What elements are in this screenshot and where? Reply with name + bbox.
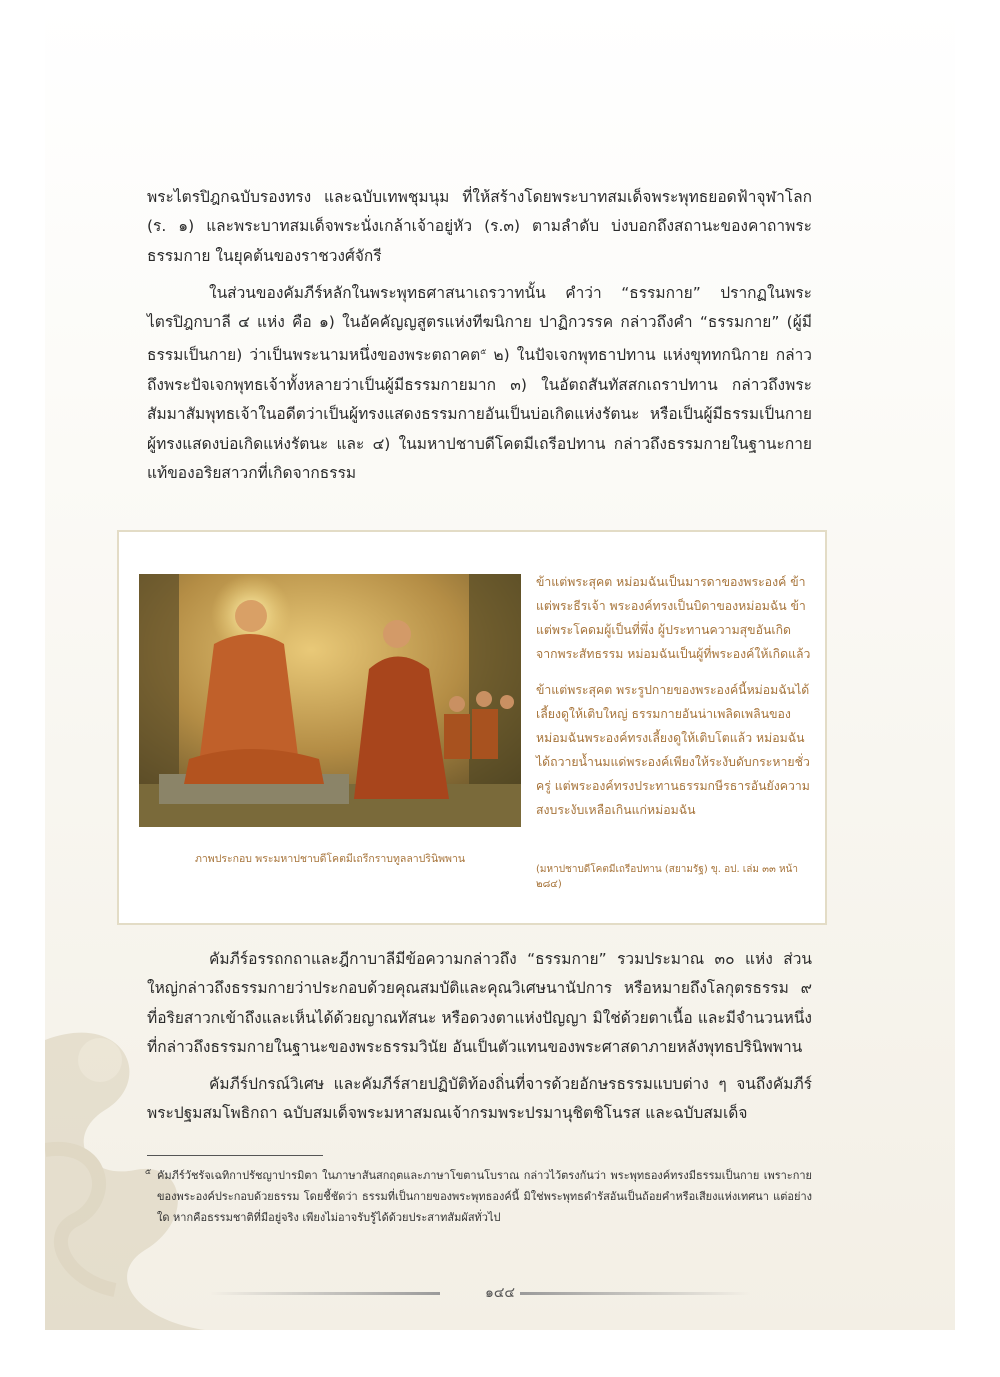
footnote-divider <box>147 1155 323 1156</box>
figure-caption: ภาพประกอบ พระมหาปชาบดีโคตมีเถรีกราบทูลลาปรินิพพาน <box>194 853 466 865</box>
body-text-bottom <box>147 945 812 1137</box>
footnote <box>147 1165 812 1228</box>
figure-verse <box>536 570 811 834</box>
footnote-ref[interactable]: ๕ <box>480 347 487 357</box>
page-number-line-right <box>520 1292 750 1295</box>
paragraph-part: ในส่วนของคัมภีร์หลักในพระพุทธศาสนาเถรวาทนั้น คำว่า “ธรรมกาย” ปรากฏในพระไตรปิฎกบาลี ๔ แห่ง คือ ๑) ในอัคคัญญสูตรแห่งทีฆนิกาย ปาฏิกวรรค กล่าวถึงคำ “ธรรมกาย” (ผู้มีธรรมเป็นกาย) ว่าเป็นพระนามหนึ่งของพระตถาคต <box>147 283 812 365</box>
page-number: ๑๔๔ <box>484 1285 516 1301</box>
verse-reference: (มหาปชาบดีโคตมีเถรีอปทาน (สยามรัฐ) ขุ. อป. เล่ม ๓๓ หน้า ๒๘๔) <box>536 864 799 890</box>
buddha-illustration <box>139 574 521 827</box>
paragraph-part: ๒) ในปัจเจกพุทธาปทาน แห่งขุททกนิกาย กล่าวถึงพระปัจเจกพุทธเจ้าทั้งหลายว่าเป็นผู้มีธรรมกายมาก ๓) ในอัตถสันทัสสกเถราปทาน กล่าวถึงพระสัมมาสัมพุทธเจ้าในอดีตว่าเป็นผู้ทรงแสดงธรรมกายอันเป็นบ่อเกิดแห่งรัตนะ หรือเป็นผู้มีธรรมเป็นกาย ผู้ทรงแสดงบ่อเกิดแห่งรัตนะ และ ๔) ในมหาปชาบดีโคตมีเถรีอปทาน กล่าวถึงธรรมกายในฐานะกายแท้ของอริยสาวกที่เกิดจากธรรม <box>147 346 812 482</box>
paragraph: พระไตรปิฎกฉบับรองทรง และฉบับเทพชุมนุม ที่ให้สร้างโดยพระบาทสมเด็จพระพุทธยอดฟ้าจุฬาโลก (ร. ๑) และพระบาทสมเด็จพระนั่งเกล้าเจ้าอยู่หัว (ร.๓) ตามลำดับ บ่งบอกถึงสถานะของคาถาพระธรรมกาย ในยุคต้นของราชวงศ์จักรี <box>147 188 812 265</box>
verse-stanza: ข้าแต่พระสุคต หม่อมฉันเป็นมารดาของพระองค์ ข้าแต่พระธีรเจ้า พระองค์ทรงเป็นบิดาของหม่อมฉัน ข้าแต่พระโคดมผู้เป็นที่พึ่ง ผู้ประทานความสุขอันเกิดจากพระสัทธรรม หม่อมฉันเป็นผู้ที่พระองค์ให้เกิดแล้ว <box>536 575 811 661</box>
paragraph <box>147 279 812 488</box>
figure-box <box>117 530 827 925</box>
verse-stanza: ข้าแต่พระสุคต พระรูปกายของพระองค์นี้หม่อมฉันได้เลี้ยงดูให้เติบใหญ่ ธรรมกายอันน่าเพลิดเพลินของหม่อมฉันพระองค์ทรงเลี้ยงดูให้เติบโตแล้ว หม่อมฉันได้ถวายน้ำนมแด่พระองค์เพียงให้ระงับดับกระหายชั่วครู่ แต่พระองค์ทรงประทานธรรมกษีรธารอันยังความสงบระงับเหลือเกินแก่หม่อมฉัน <box>536 683 810 817</box>
footnote-text: คัมภีร์วัชรัจเฉทิกาปรัชญาปารมิตา ในภาษาสันสกฤตและภาษาโขตานโบราณ กล่าวไว้ตรงกันว่า พระพุทธองค์ทรงมีธรรมเป็นกาย เพราะกายของพระองค์ประกอบด้วยธรรม โดยชี้ชัดว่า ธรรมที่เป็นกายของพระพุทธองค์นี้ มิใช่พระพุทธดำรัสอันเป็นถ้อยคำหรือเสียงแห่งเทศนา แต่อย่างใด หากคือธรรมชาติที่มีอยู่จริง เพียงไม่อาจรับรู้ได้ด้วยประสาทสัมผัสทั่วไป <box>157 1169 812 1224</box>
paragraph: คัมภีร์ปกรณ์วิเศษ และคัมภีร์สายปฏิบัติท้องถิ่นที่จารด้วยอักษรธรรมแบบต่าง ๆ จนถึงคัมภีร์พระปฐมสมโพธิกถา ฉบับสมเด็จพระมหาสมณเจ้ากรมพระปรมานุชิตชิโนรส และฉบับสมเด็จ <box>147 1075 812 1123</box>
body-text-top <box>147 183 812 496</box>
paragraph: คัมภีร์อรรถกถาและฎีกาบาลีมีข้อความกล่าวถึง “ธรรมกาย” รวมประมาณ ๓๐ แห่ง ส่วนใหญ่กล่าวถึงธรรมกายว่าประกอบด้วยคุณสมบัติและคุณวิเศษนานัปการ หรือหมายถึงโลกุตรธรรม ๙ ที่อริยสาวกเข้าถึงและเห็นได้ด้วยญาณทัสนะ หรือดวงตาแห่งปัญญา มิใช่ด้วยตาเนื้อ และมีจำนวนหนึ่งที่กล่าวถึงธรรมกายในฐานะของพระธรรมวินัย อันเป็นตัวแทนของพระศาสดาภายหลังพุทธปรินิพพาน <box>147 950 812 1056</box>
footnote-mark: ๕ <box>145 1167 152 1176</box>
